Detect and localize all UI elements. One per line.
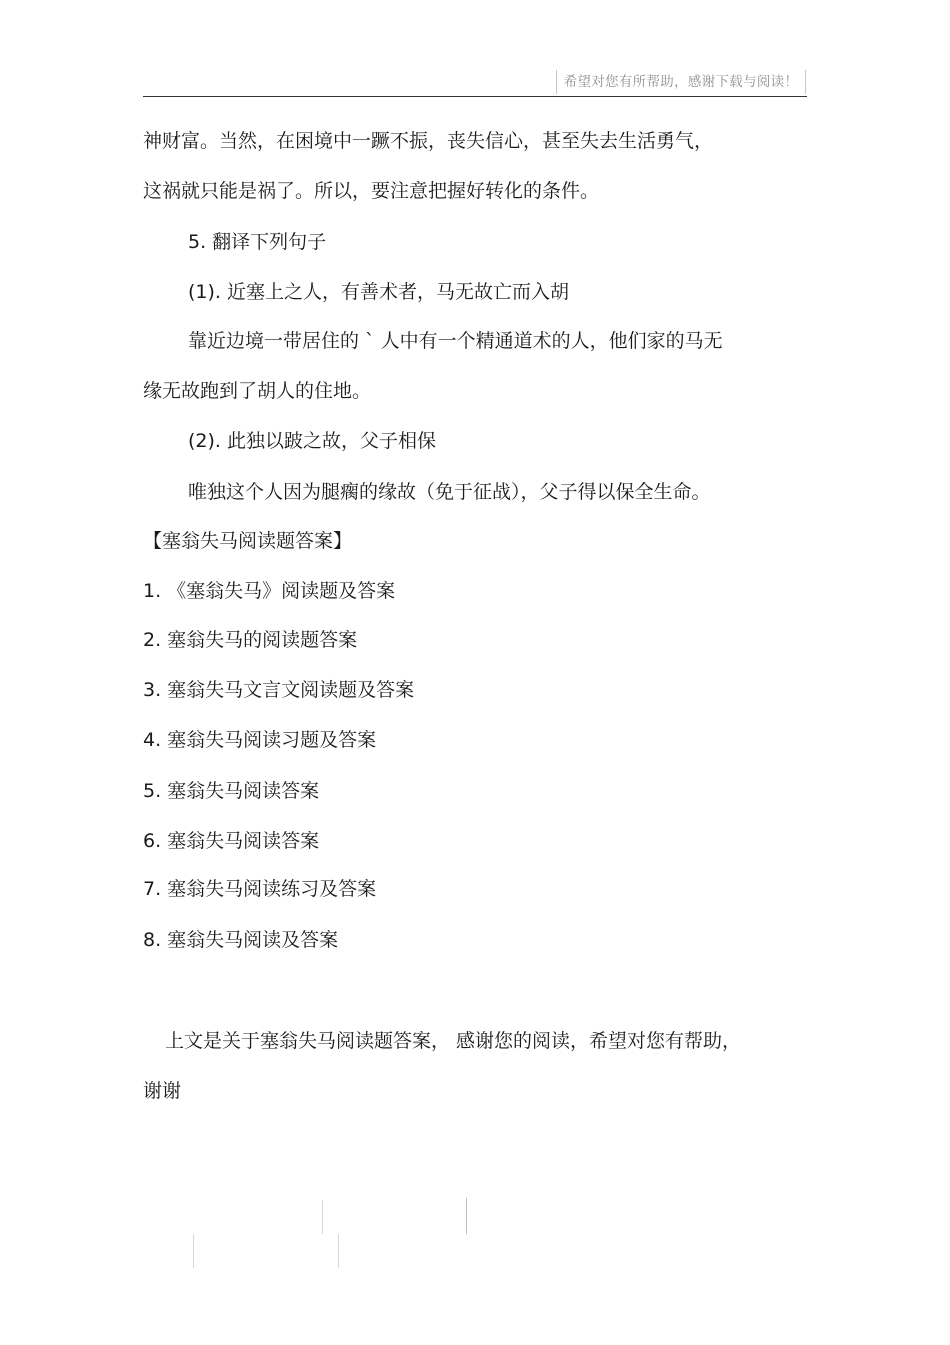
question-heading: 5. 翻译下列句子	[188, 231, 327, 253]
related-link[interactable]: 7. 塞翁失马阅读练习及答案	[143, 878, 377, 900]
related-link[interactable]: 1. 《塞翁失马》阅读题及答案	[143, 580, 396, 602]
scan-artifact-line	[466, 1198, 467, 1234]
related-heading: 【塞翁失马阅读题答案】	[143, 530, 353, 552]
related-link[interactable]: 2. 塞翁失马的阅读题答案	[143, 629, 358, 651]
paragraph-line: 这祸就只能是祸了。所以，要注意把握好转化的条件。	[143, 180, 600, 202]
related-link[interactable]: 4. 塞翁失马阅读习题及答案	[143, 729, 377, 751]
closing-line: 上文是关于塞翁失马阅读题答案， 感谢您的阅读，希望对您有帮助，	[165, 1030, 742, 1052]
scan-artifact-line	[322, 1200, 323, 1234]
closing-line: 谢谢	[143, 1080, 182, 1102]
related-link[interactable]: 8. 塞翁失马阅读及答案	[143, 929, 339, 951]
related-link[interactable]: 5. 塞翁失马阅读答案	[143, 780, 320, 802]
question-item: (2). 此独以跛之故，父子相保	[188, 430, 436, 452]
related-link[interactable]: 3. 塞翁失马文言文阅读题及答案	[143, 679, 415, 701]
answer-line: 靠近边境一带居住的 ` 人中有一个精通道术的人，他们家的马无	[188, 330, 723, 352]
answer-line: 唯独这个人因为腿瘸的缘故（免于征战），父子得以保全生命。	[188, 481, 711, 503]
scan-artifact-line	[338, 1234, 339, 1268]
related-link[interactable]: 6. 塞翁失马阅读答案	[143, 830, 320, 852]
question-item: (1). 近塞上之人，有善术者，马无故亡而入胡	[188, 281, 569, 303]
header-rule	[143, 96, 807, 97]
header-stamp: 希望对您有所帮助，感谢下载与阅读！	[556, 70, 806, 94]
scan-artifact-line	[193, 1234, 194, 1268]
answer-line: 缘无故跑到了胡人的住地。	[143, 380, 372, 402]
paragraph-line: 神财富。当然，在困境中一蹶不振，丧失信心，甚至失去生活勇气，	[143, 130, 714, 152]
